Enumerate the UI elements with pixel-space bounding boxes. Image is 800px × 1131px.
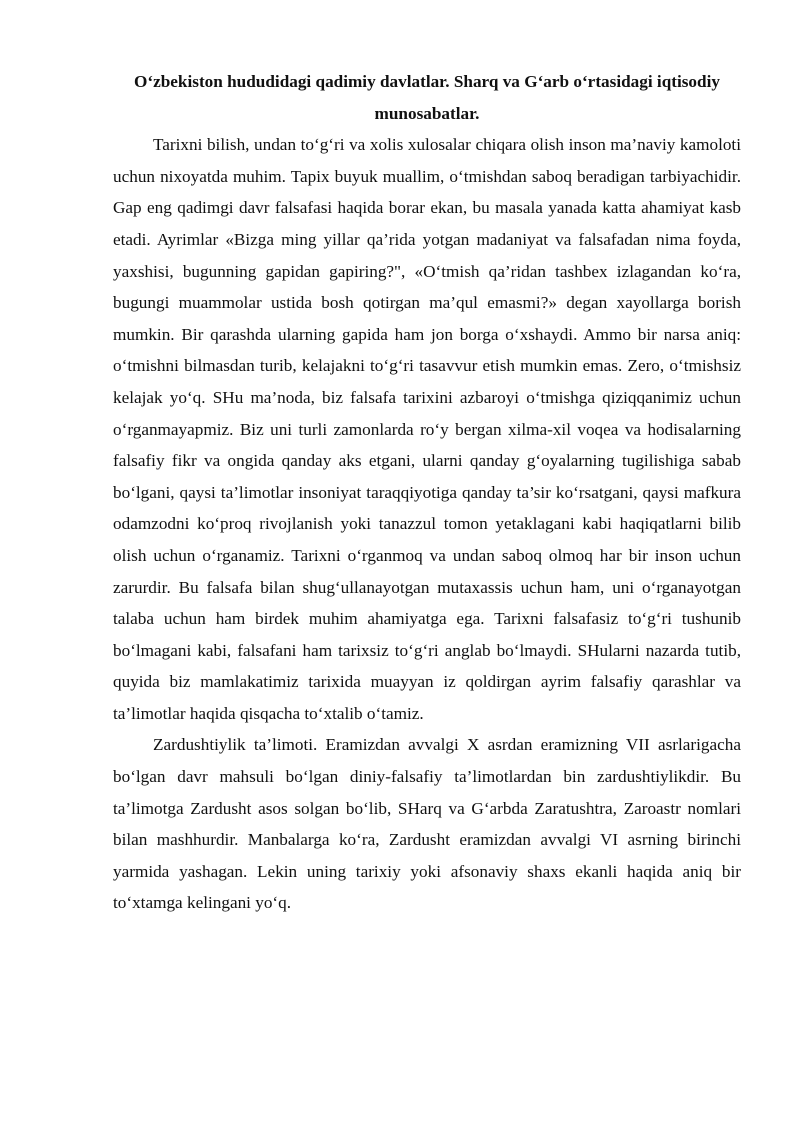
document-page bbox=[113, 66, 741, 919]
paragraph-zoroastrianism: Zardushtiylik ta’limoti. Eramizdan avvalgi X asrdan eramizning VII asrlarigacha bo‘lgan davr mahsuli bo‘lgan diniy-falsafiy ta’limotlardan bin zardushtiylikdir. Bu ta’limotga Zardusht asos solgan bo‘lib, SHarq va G‘arbda Zaratushtra, Zaroastr nomlari bilan mashhurdir. Manbalarga ko‘ra, Zardusht eramizdan avvalgi VI asrning birinchi yarmida yashagan. Lekin uning tarixiy yoki afsonaviy shaxs ekanli haqida aniq bir to‘xtamga kelingani yo‘q. bbox=[113, 735, 741, 913]
document-title: O‘zbekiston hududidagi qadimiy davlatlar. Sharq va G‘arb o‘rtasidagi iqtisodiy munosabatlar. bbox=[134, 72, 720, 123]
paragraph-history-introduction: Tarixni bilish, undan to‘g‘ri va xolis xulosalar chiqara olish inson ma’naviy kamoloti uchun nixoyatda muhim. Tapix buyuk muallim, o‘tmishdan saboq beradigan tarbiyachidir. Gap eng qadimgi davr falsafasi haqida borar ekan, bu masala yanada katta ahamiyat kasb etadi. Ayrimlar «Bizga ming yillar qa’rida yotgan madaniyat va falsafadan nima foyda, yaxshisi, bugunning gapidan gapiring?", «O‘tmish qa’ridan tashbex izlagandan ko‘ra, bugungi muammolar ustida bosh qotirgan ma’qul emasmi?» degan xayollarga borish mumkin. Bir qarashda ularning gapida ham jon borga o‘xshaydi. Ammo bir narsa aniq: o‘tmishni bilmasdan turib, kelajakni to‘g‘ri tasavvur etish mumkin emas. Zero, o‘tmishsiz kelajak yo‘q. SHu ma’noda, biz falsafa tarixini azbaroyi o‘tmishga qiziqqanimiz uchun o‘rganmayapmiz. Biz uni turli zamonlarda ro‘y bergan xilma-xil voqea va hodisalarning falsafiy fikr va ongida qanday aks etgani, ularni qanday g‘oyalarning tugilishiga sabab bo‘lgani, qaysi ta’limotlar insoniyat taraqqiyotiga qanday ta’sir ko‘rsatgani, qaysi mafkura odamzodni ko‘proq rivojlanish yoki tanazzul tomon yetaklagani kabi haqiqatlarni bilib olish uchun o‘rganamiz. Tarixni o‘rganmoq va undan saboq olmoq har bir inson uchun zarurdir. Bu falsafa bilan shug‘ullanayotgan mutaxassis uchun ham, uni o‘rganayotgan talaba uchun ham birdek muhim ahamiyatga ega. Tarixni falsafasiz to‘g‘ri tushunib bo‘lmagani kabi, falsafani ham tarixsiz to‘g‘ri anglab bo‘lmaydi. SHularni nazarda tutib, quyida biz mamlakatimiz tarixida muayyan iz qoldirgan ayrim falsafiy qarashlar va ta’limotlar haqida qisqacha to‘xtalib o‘tamiz. bbox=[113, 135, 741, 723]
